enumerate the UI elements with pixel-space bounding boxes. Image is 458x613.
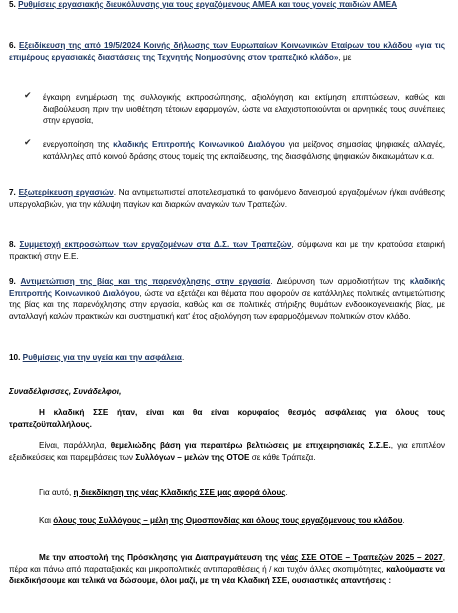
closing-paragraph-2 [9, 440, 445, 463]
item-9-title: Αντιμετώπιση της βίας και της παρενόχλησης στην εργασία [20, 277, 271, 286]
item-6 [9, 40, 445, 63]
checkmark-icon: ✔ [24, 137, 32, 147]
closing-p2-b: θεμελιώδης βάση για περαιτέρω βελτιώσεις με επιχειρησιακές Σ.Σ.Ε. [110, 441, 391, 450]
item-6-bullet-1 [43, 92, 445, 127]
item-6-bullet-2 [43, 139, 445, 162]
closing-p2-c: , για επιπλέον εξειδικεύσεις και παρεμβάσεις των [9, 441, 445, 462]
item-10 [9, 352, 445, 364]
item-9 [9, 276, 445, 322]
item-5-title: Ρυθμίσεις εργασιακής διευκόλυνσης για τους εργαζόμενους ΑΜΕΑ και τους γονείς παιδιών ΑΜΕΑ [18, 0, 398, 9]
item-8-text: , σύμφωνα και με την κρατούσα εταιρική πρακτική στην Ε.Ε. [9, 240, 445, 261]
item-5 [9, 0, 445, 11]
closing-p2-d: Συλλόγων – μελών της ΟΤΟΕ [135, 452, 250, 462]
bullet-2-text-a: ενεργοποίηση της [43, 140, 114, 149]
closing-p4-c: . [402, 516, 405, 525]
checkmark-icon: ✔ [24, 90, 32, 100]
closing-p3-c: . [285, 488, 288, 497]
item-8-number: 8. [9, 240, 16, 249]
item-10-number: 10. [9, 353, 21, 362]
closing-p5-d: καλούμαστε να διεκδικήσουμε και τελικά να δώσουμε, όλοι μαζί, με τη νέα Κλαδική ΣΣΕ, ουσιαστικές απαντήσεις : [9, 564, 445, 586]
item-9-text-a: . Διεύρυνση των αρμοδιοτήτων της [270, 277, 410, 286]
closing-greeting: Συναδέλφισσες, Συνάδελφοι, [9, 387, 122, 396]
closing-p5-b: νέας ΣΣΕ ΟΤΟΕ – Τραπεζών 2025 – 2027 [280, 553, 443, 562]
item-8-title: Συμμετοχή εκπροσώπων των εργαζομένων στα Δ.Σ. των Τραπεζών [19, 240, 292, 249]
closing-p3-a: Για αυτό, [39, 488, 74, 497]
closing-p1-text: Η κλαδική ΣΣΕ ήταν, είναι και θα είναι κορυφαίος θεσμός ασφάλειας για όλους τους τραπεζοϋπαλλήλους. [9, 408, 445, 429]
closing-paragraph-4 [9, 515, 445, 527]
item-6-title: Εξειδίκευση της από 19/5/2024 Κοινής δήλωσης των Ευρωπαίων Κοινωνικών Εταίρων του κλάδου [19, 41, 413, 50]
closing-p5-a: Με την αποστολή της Πρόσκλησης για Διαπραγμάτευση της [39, 553, 281, 562]
item-6-number: 6. [9, 41, 16, 50]
closing-p2-e: σε κάθε Τράπεζα. [249, 452, 316, 462]
closing-paragraph-3 [9, 487, 445, 499]
item-7-title: Εξωτερίκευση εργασιών [18, 188, 114, 197]
item-7-number: 7. [9, 188, 16, 197]
item-9-number: 9. [9, 277, 16, 286]
item-7-text: . Να αντιμετωπιστεί αποτελεσματικά το φαινόμενο δανεισμού εργαζομένων ή/και ανάθεσης υπεργολαβιών, για την κάλυψη παγίων και διαρκών αναγκών των Τραπεζών. [9, 188, 446, 209]
item-9-committee: κλαδικής Επιτροπής Κοινωνικού Διαλόγου [9, 277, 446, 298]
bullet-2-text-b: για μείζονος σημασίας ψηφιακές αλλαγές, κατάλληλες από κοινού δράσης στους τομείς της εκπαίδευσης, της διασφάλισης ψηφιακών δικαιωμάτων κ.α. [43, 140, 445, 161]
bullet-2-committee: κλαδικής Επιτροπής Κοινωνικού Διαλόγου [113, 140, 285, 149]
closing-paragraph-5 [9, 552, 445, 587]
closing-p3-b: η διεκδίκηση της νέας Κλαδικής ΣΣΕ μας αφορά όλους [73, 488, 286, 497]
item-10-tail: . [181, 353, 185, 362]
closing-p2-a: Είναι, παράλληλα, [39, 441, 111, 450]
closing-paragraph-1 [9, 407, 445, 430]
item-6-quote: «για τις επιμέρους εργασιακές διαστάσεις της Τεχνητής Νοημοσύνης στον τραπεζικό κλάδο» [9, 41, 445, 62]
item-8 [9, 239, 445, 262]
closing-p5-c: , πέρα και πάνω από παραταξιακές και μικροπολιτικές αντιπαραθέσεις ή / και τυχόν άλλες σκοπιμότητες, [9, 553, 446, 574]
closing-p4-b: όλους τους Συλλόγους – μέλη της Ομοσπονδίας και όλους τους εργαζόμενους του κλάδου [53, 516, 403, 525]
item-9-text-b: , ώστε να εξετάζει και θέματα που αφορούν σε κατάλληλες πολιτικές αντιμετώπισης της βίας και της παρενόχλησης στην εργασία, καθώς και σε πολιτικές στήριξης θυμάτων ενδοοικογενειακής βίας, με ανταλλαγή καλών πρακτικών και συστηματική κατ' έτος αξιολόγηση των εφαρμοζόμενων πολιτικών στον κλάδο. [9, 288, 445, 321]
item-7 [9, 187, 445, 210]
item-5-number: 5. [9, 0, 16, 9]
bullet-1-text: έγκαιρη ενημέρωση της συλλογικής εκπροσώπησης, αξιολόγηση και εκτίμηση επιπτώσεων, καθώς και διαβούλευση πριν την υιοθέτηση τέτοιων εφαρμογών, ώστε να ελαχιστοποιούνται οι αρνητικές τους συνέπειες στην εργασία, [43, 93, 445, 126]
item-10-title: Ρυθμίσεις για την υγεία και την ασφάλεια [22, 353, 182, 362]
closing-p4-a: Και [39, 516, 54, 525]
item-6-tail: , με [338, 52, 352, 62]
